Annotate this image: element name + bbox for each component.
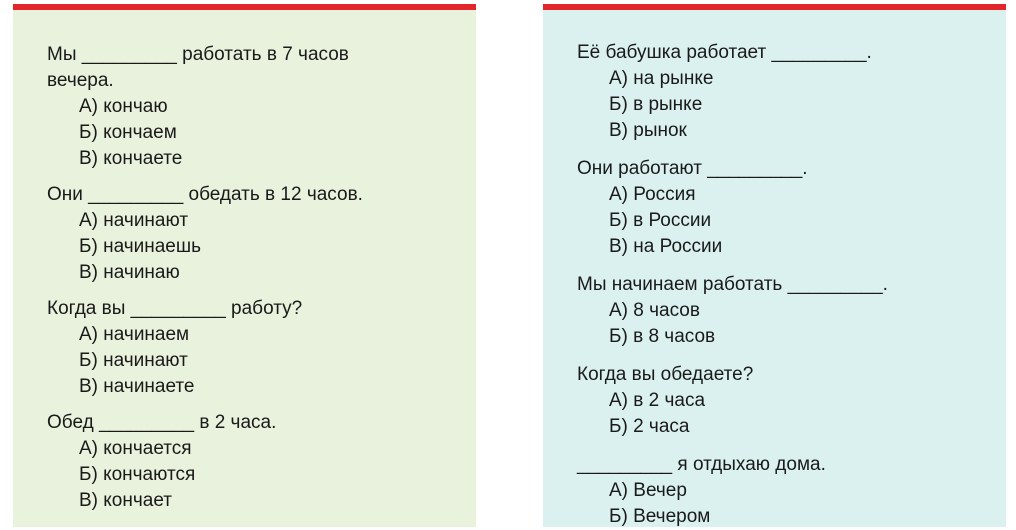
option-list: [47, 436, 476, 514]
question-stem: Они _________ обедать в 12 часов.: [47, 184, 363, 205]
option-a: А) Вечер: [609, 480, 687, 501]
option-list: [577, 66, 1006, 144]
question-stem: _________ я отдыхаю дома.: [577, 454, 826, 475]
option-list: [577, 182, 1006, 260]
question-7: [577, 272, 1006, 350]
question-9: [577, 452, 1006, 530]
option-list: [47, 322, 476, 400]
option-b: Б) кончаются: [79, 464, 196, 485]
option-list: [577, 478, 1006, 530]
question-4: [47, 410, 476, 514]
option-a: А) на рынке: [609, 68, 714, 89]
question-2: [47, 182, 476, 286]
option-list: [47, 94, 476, 172]
question-8: [577, 362, 1006, 440]
right-exercise-panel: [543, 4, 1006, 527]
option-c: В) на России: [609, 236, 723, 257]
option-b: Б) в России: [609, 210, 712, 231]
option-a: А) начинаем: [79, 324, 190, 345]
question-6: [577, 156, 1006, 260]
option-b: Б) начинают: [79, 350, 188, 371]
question-stem: Её бабушка работает _________.: [577, 42, 872, 63]
option-a: А) кончается: [79, 438, 192, 459]
question-stem: Когда вы обедаете?: [577, 364, 754, 385]
option-c: В) кончаете: [79, 148, 183, 169]
option-c: В) рынок: [609, 120, 687, 141]
option-b: Б) в рынке: [609, 94, 703, 115]
question-3: [47, 296, 476, 400]
option-b: Б) 2 часа: [609, 416, 690, 437]
option-list: [577, 298, 1006, 350]
option-c: В) начинаете: [79, 376, 195, 397]
option-c: В) кончает: [79, 490, 172, 511]
question-stem: Мы _________ работать в 7 часов вечера.: [47, 44, 349, 91]
option-a: А) в 2 часа: [609, 390, 706, 411]
option-b: Б) начинаешь: [79, 236, 201, 257]
option-b: Б) в 8 часов: [609, 326, 716, 347]
question-stem: Обед _________ в 2 часа.: [47, 412, 277, 433]
option-a: А) 8 часов: [609, 300, 700, 321]
option-b: Б) кончаем: [79, 122, 177, 143]
option-list: [577, 388, 1006, 440]
question-1: [47, 42, 476, 172]
option-b: Б) Вечером: [609, 506, 711, 527]
option-list: [47, 208, 476, 286]
option-a: А) кончаю: [79, 96, 168, 117]
question-stem: Они работают _________.: [577, 158, 808, 179]
left-exercise-panel: [13, 4, 476, 527]
option-a: А) начинают: [79, 210, 189, 231]
question-stem: Когда вы _________ работу?: [47, 298, 303, 319]
option-a: А) Россия: [609, 184, 696, 205]
option-c: В) начинаю: [79, 262, 180, 283]
question-5: [577, 40, 1006, 144]
question-stem: Мы начинаем работать _________.: [577, 274, 888, 295]
